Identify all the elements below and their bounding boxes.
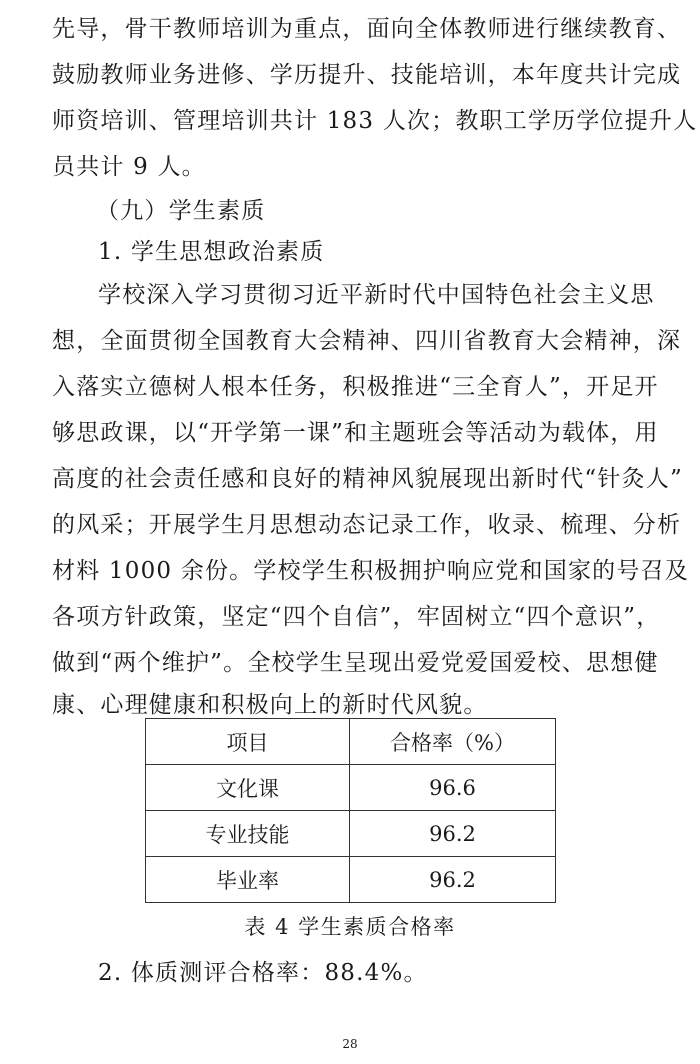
- table-row: [146, 765, 556, 811]
- table-cell-rate: 96.6: [350, 765, 556, 811]
- table-header-row: [146, 719, 556, 765]
- table-cell-item: 文化课: [146, 765, 350, 811]
- table-header-cell: 项目: [146, 719, 350, 765]
- table-row: [146, 811, 556, 857]
- paragraph-top-line: 先导，骨干教师培训为重点，面向全体教师进行继续教育、: [52, 16, 682, 42]
- paragraph-main-line: 的风采；开展学生月思想动态记录工作，收录、梳理、分析: [52, 512, 682, 538]
- table-cell-rate: 96.2: [350, 857, 556, 903]
- paragraph-main-line: 各项方针政策，坚定“四个自信”，牢固树立“四个意识”，: [52, 604, 661, 630]
- table-cell-item: 毕业率: [146, 857, 350, 903]
- paragraph-main-line: 学校深入学习贯彻习近平新时代中国特色社会主义思: [98, 282, 655, 308]
- paragraph-main-line: 够思政课，以“开学第一课”和主题班会等活动为载体，用: [52, 420, 659, 446]
- page-number: 28: [342, 1037, 358, 1051]
- paragraph-top-line: 师资培训、管理培训共计 183 人次；教职工学历学位提升人: [52, 108, 698, 134]
- subsection-heading: 1. 学生思想政治素质: [98, 239, 325, 265]
- table-caption: 表 4 学生素质合格率: [244, 915, 456, 939]
- table-cell-item: 专业技能: [146, 811, 350, 857]
- subsection-heading: 2. 体质测评合格率：88.4%。: [98, 960, 428, 986]
- table-header-cell: 合格率（%）: [350, 719, 556, 765]
- quality-table: [145, 718, 556, 903]
- table-row: [146, 857, 556, 903]
- paragraph-main-line: 做到“两个维护”。全校学生呈现出爱党爱国爱校、思想健: [52, 650, 659, 676]
- paragraph-main-line: 高度的社会责任感和良好的精神风貌展现出新时代“针灸人”: [52, 466, 683, 492]
- paragraph-main-line: 材料 1000 余份。学校学生积极拥护响应党和国家的号召及: [52, 558, 689, 584]
- paragraph-main-line: 入落实立德树人根本任务，积极推进“三全育人”，开足开: [52, 374, 659, 400]
- paragraph-main-line: 康、心理健康和积极向上的新时代风貌。: [52, 692, 488, 718]
- section-heading: （九）学生素质: [96, 198, 266, 224]
- table-cell-rate: 96.2: [350, 811, 556, 857]
- paragraph-top-line: 员共计 9 人。: [52, 154, 206, 180]
- paragraph-top-line: 鼓励教师业务进修、学历提升、技能培训，本年度共计完成: [52, 62, 682, 88]
- paragraph-main-line: 想，全面贯彻全国教育大会精神、四川省教育大会精神，深: [52, 328, 682, 354]
